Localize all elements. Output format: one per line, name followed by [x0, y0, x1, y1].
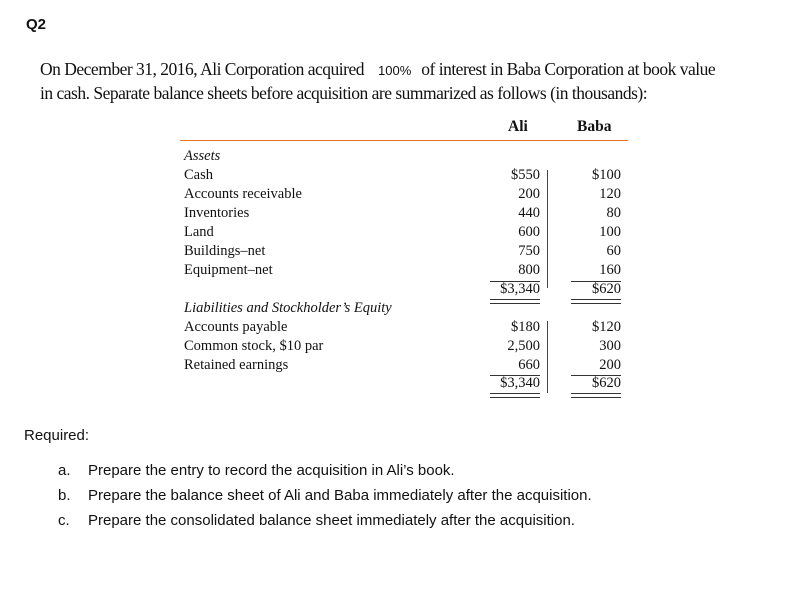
ali-liab-total: $3,340 — [500, 375, 540, 391]
item-marker: a. — [58, 462, 71, 479]
ali-value: 200 — [518, 186, 540, 202]
ali-assets-total: $3,340 — [500, 281, 540, 297]
baba-liab-total: $620 — [592, 375, 621, 391]
row-label: Equipment–net — [184, 262, 273, 278]
item-text: Prepare the consolidated balance sheet immediately after the acquisition. — [88, 512, 575, 529]
baba-assets-total: $620 — [592, 281, 621, 297]
required-item — [58, 512, 575, 529]
baba-value: 160 — [599, 262, 621, 278]
required-item — [58, 462, 455, 479]
required-label: Required: — [24, 427, 90, 444]
baba-value: 100 — [599, 224, 621, 240]
liabilities-heading: Liabilities and Stockholder’s Equity — [184, 300, 392, 316]
baba-value: 60 — [606, 243, 621, 259]
total-double-underline — [571, 299, 621, 304]
acquisition-percent: 100% — [378, 63, 412, 78]
item-marker: b. — [58, 487, 71, 504]
intro-text-part2: of interest in Baba Corporation at book value — [421, 59, 716, 79]
question-intro — [40, 58, 790, 104]
baba-value: 80 — [606, 205, 621, 221]
total-double-underline — [571, 393, 621, 398]
total-double-underline — [490, 299, 540, 304]
column-header-baba: Baba — [577, 118, 612, 135]
baba-value: 300 — [599, 338, 621, 354]
ali-value: 800 — [518, 262, 540, 278]
question-label: Q2 — [26, 16, 47, 33]
item-marker: c. — [58, 512, 70, 529]
ali-value: 2,500 — [507, 338, 540, 354]
assets-heading: Assets — [184, 148, 221, 164]
column-header-ali: Ali — [508, 118, 528, 135]
ali-value: 660 — [518, 357, 540, 373]
baba-value: $100 — [592, 167, 621, 183]
row-label: Land — [184, 224, 214, 240]
header-rule — [180, 140, 628, 141]
baba-value: 200 — [599, 357, 621, 373]
row-label: Retained earnings — [184, 357, 289, 373]
row-label: Buildings–net — [184, 243, 266, 259]
column-separator — [547, 170, 548, 288]
row-label: Accounts receivable — [184, 186, 302, 202]
item-text: Prepare the entry to record the acquisition in Ali’s book. — [88, 462, 455, 479]
ali-value: $180 — [511, 319, 540, 335]
required-item — [58, 487, 592, 504]
item-text: Prepare the balance sheet of Ali and Baba immediately after the acquisition. — [88, 487, 592, 504]
row-label: Accounts payable — [184, 319, 288, 335]
row-label: Cash — [184, 167, 213, 183]
intro-text-line2: in cash. Separate balance sheets before acquisition are summarized as follows (in thousands): — [40, 83, 648, 103]
ali-value: 440 — [518, 205, 540, 221]
total-double-underline — [490, 393, 540, 398]
baba-value: $120 — [592, 319, 621, 335]
ali-value: 600 — [518, 224, 540, 240]
baba-value: 120 — [599, 186, 621, 202]
ali-value: 750 — [518, 243, 540, 259]
row-label: Inventories — [184, 205, 250, 221]
column-separator — [547, 321, 548, 393]
row-label: Common stock, $10 par — [184, 338, 324, 354]
ali-value: $550 — [511, 167, 540, 183]
intro-text-part1: On December 31, 2016, Ali Corporation acquired — [40, 59, 364, 79]
